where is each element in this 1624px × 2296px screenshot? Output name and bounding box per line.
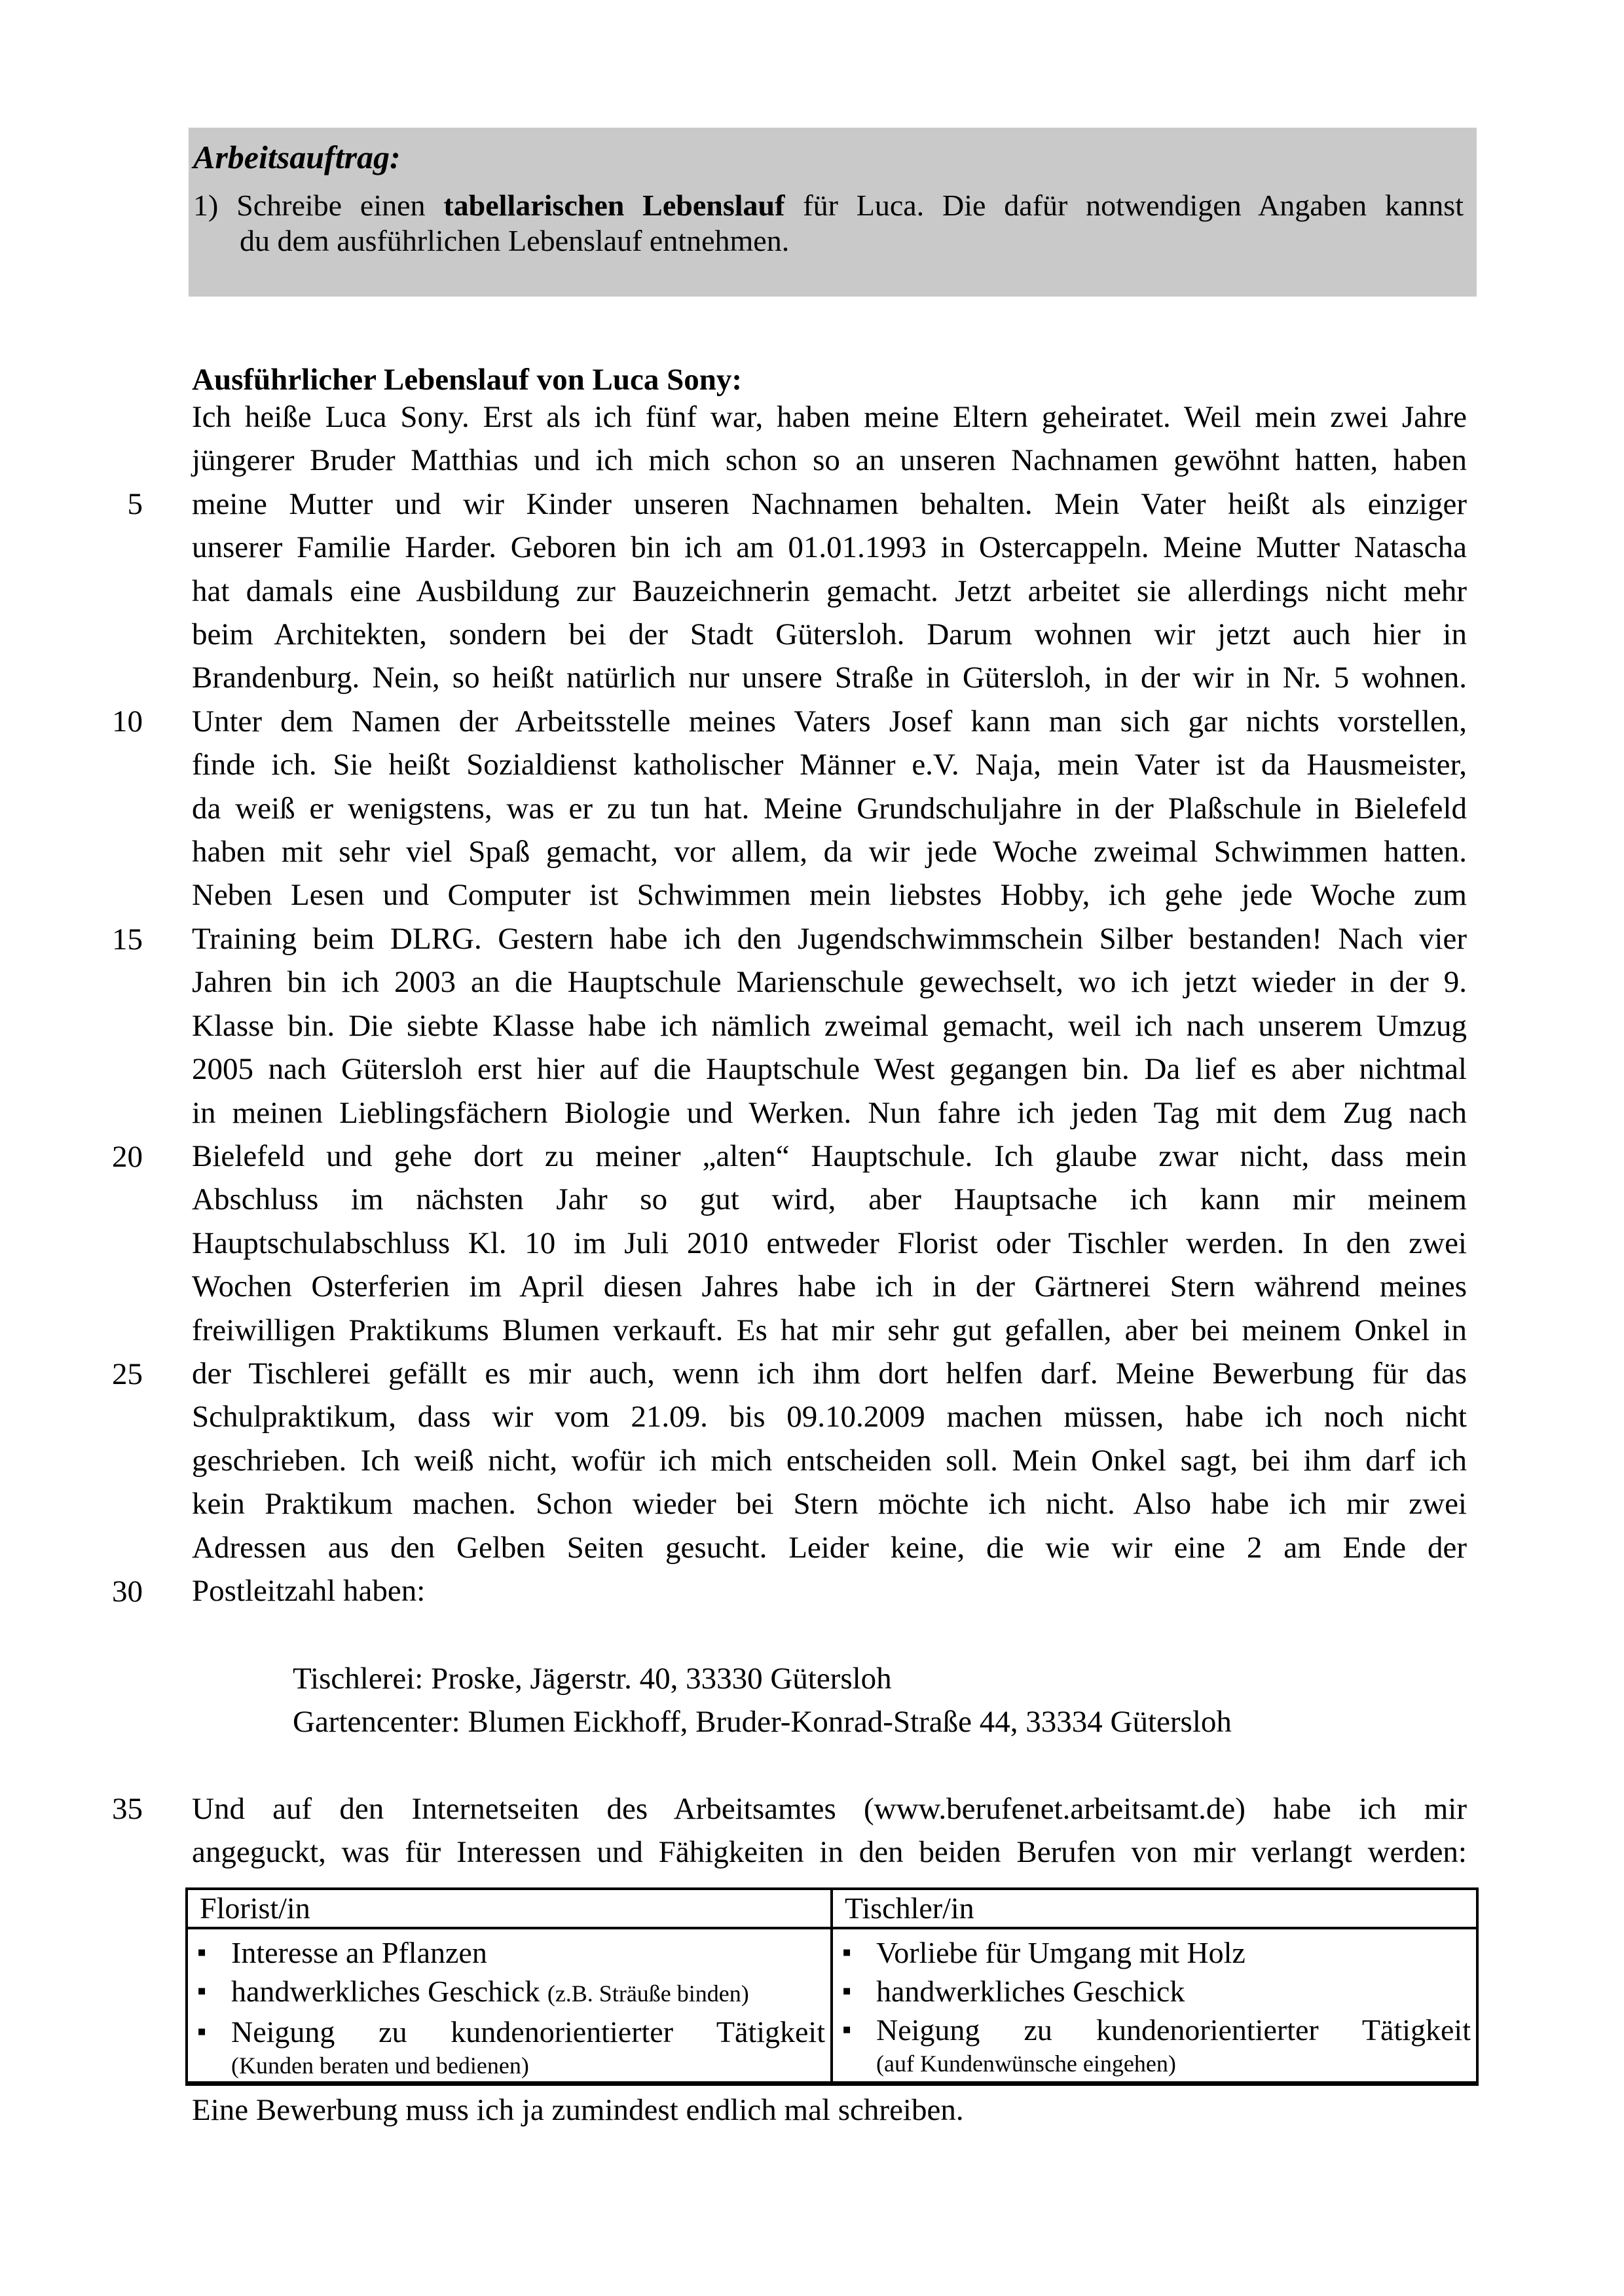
bullet-square-icon: ▪ bbox=[197, 1976, 207, 2005]
florist-item-3 bbox=[188, 2013, 825, 2051]
address-gartencenter: Gartencenter: Blumen Eickhoff, Bruder-Konrad-Straße 44, 33334 Gütersloh bbox=[293, 1705, 1232, 1740]
task-item-line-1 bbox=[193, 188, 1464, 223]
internet-paragraph bbox=[192, 1787, 1467, 1874]
internet-line-1: Und auf den Internetseiten des Arbeitsamtes (www.berufenet.arbeitsamt.de) habe ich mir bbox=[192, 1792, 1467, 1826]
table-header-tischler: Tischler/in bbox=[845, 1891, 974, 1925]
lebenslauf-paragraph bbox=[192, 395, 1467, 1613]
body-line: Klasse bin. Die siebte Klasse habe ich nämlich zweimal gemacht, weil ich nach unserem Umzug bbox=[192, 1008, 1467, 1043]
bullet-square-icon: ▪ bbox=[197, 2016, 207, 2046]
closing-sentence: Eine Bewerbung muss ich ja zumindest endlich mal schreiben. bbox=[192, 2093, 964, 2127]
line-number: 5 bbox=[127, 487, 143, 521]
florist-item-1-text: Interesse an Pflanzen bbox=[231, 1936, 487, 1969]
body-line: jüngerer Bruder Matthias und ich mich schon so an unseren Nachnamen gewöhnt hatten, haben bbox=[192, 443, 1467, 478]
florist-item-3-note: (Kunden beraten und bedienen) bbox=[231, 2052, 529, 2079]
body-line: 2005 nach Gütersloh erst hier auf die Hauptschule West gegangen bin. Da lief es aber nichtmal bbox=[192, 1052, 1467, 1087]
bullet-square-icon: ▪ bbox=[842, 2014, 852, 2044]
task-box-title: Arbeitsauftrag: bbox=[193, 139, 401, 175]
florist-item-2-note: (z.B. Sträuße binden) bbox=[547, 1980, 749, 2007]
body-line: Brandenburg. Nein, so heißt natürlich nur unsere Straße in Gütersloh, in der wir in Nr. 5 wohnen. bbox=[192, 661, 1467, 695]
florist-item-2 bbox=[188, 1972, 825, 2013]
body-line: finde ich. Sie heißt Sozialdienst katholischer Männer e.V. Naja, mein Vater ist da Hausmeister, bbox=[192, 748, 1467, 782]
bullet-square-icon: ▪ bbox=[197, 1937, 207, 1967]
body-line: geschrieben. Ich weiß nicht, wofür ich mich entscheiden soll. Mein Onkel sagt, bei ihm darf ich bbox=[192, 1443, 1467, 1478]
body-line: Unter dem Namen der Arbeitsstelle meines Vaters Josef kann man sich gar nichts vorstellen, bbox=[192, 704, 1467, 738]
body-line: Adressen aus den Gelben Seiten gesucht. Leider keine, die wie wir eine 2 am Ende der bbox=[192, 1530, 1467, 1565]
table-header-row bbox=[188, 1890, 1476, 1929]
tischler-item-2 bbox=[833, 1972, 1471, 2011]
body-line: beim Architekten, sondern bei der Stadt Gütersloh. Darum wohnen wir jetzt auch hier in bbox=[192, 617, 1467, 652]
florist-item-3-text: Neigung zu kundenorientierter Tätigkeit bbox=[231, 2015, 825, 2049]
line-number: 25 bbox=[112, 1357, 143, 1391]
body-line: da weiß er wenigstens, was er zu tun hat. Meine Grundschuljahre in der Plaßschule in Bielefeld bbox=[192, 791, 1467, 826]
body-line: unserer Familie Harder. Geboren bin ich am 01.01.1993 in Ostercappeln. Meine Mutter Natascha bbox=[192, 530, 1467, 565]
requirements-table bbox=[185, 1887, 1479, 2086]
body-line: hat damals eine Ausbildung zur Bauzeichnerin gemacht. Jetzt arbeitet sie allerdings nicht mehr bbox=[192, 574, 1467, 608]
body-line: Postleitzahl haben: bbox=[192, 1573, 426, 1608]
body-line: Schulpraktikum, dass wir vom 21.09. bis 09.10.2009 machen müssen, habe ich noch nicht bbox=[192, 1400, 1467, 1434]
body-line: Ich heiße Luca Sony. Erst als ich fünf war, haben meine Eltern geheiratet. Weil mein zwei Jahre bbox=[192, 400, 1467, 434]
body-line: Wochen Osterferien im April diesen Jahres habe ich in der Gärtnerei Stern während meines bbox=[192, 1269, 1467, 1304]
task-item-suffix: für Luca. Die dafür notwendigen Angaben kannst bbox=[784, 189, 1464, 222]
page-title: Ausführlicher Lebenslauf von Luca Sony: bbox=[192, 363, 743, 397]
body-line: Bielefeld und gehe dort zu meiner „alten“ Hauptschule. Ich glaube zwar nicht, dass mein bbox=[192, 1139, 1467, 1173]
body-line: Jahren bin ich 2003 an die Hauptschule Marienschule gewechselt, wo ich jetzt wieder in der 9. bbox=[192, 965, 1467, 1000]
tischler-item-1 bbox=[833, 1933, 1471, 1972]
tischler-cell bbox=[833, 1929, 1476, 2081]
tischler-item-3 bbox=[833, 2011, 1471, 2049]
line-number: 35 bbox=[112, 1792, 143, 1826]
task-item-bold-phrase: tabellarischen Lebenslauf bbox=[443, 189, 785, 222]
task-item-line-2: du dem ausführlichen Lebenslauf entnehmen. bbox=[240, 224, 790, 257]
body-line: der Tischlerei gefällt es mir auch, wenn ich ihm dort helfen darf. Meine Bewerbung für das bbox=[192, 1356, 1467, 1391]
table-header-florist: Florist/in bbox=[188, 1890, 833, 1927]
florist-item-1 bbox=[188, 1933, 825, 1972]
bullet-square-icon: ▪ bbox=[842, 1976, 852, 2005]
line-number: 15 bbox=[112, 922, 143, 957]
table-body-row bbox=[188, 1929, 1476, 2081]
line-number: 10 bbox=[112, 704, 143, 738]
tischler-item-1-text: Vorliebe für Umgang mit Holz bbox=[876, 1936, 1246, 1969]
address-tischlerei: Tischlerei: Proske, Jägerstr. 40, 33330 Gütersloh bbox=[293, 1662, 892, 1696]
bullet-square-icon: ▪ bbox=[842, 1937, 852, 1967]
body-line: Neben Lesen und Computer ist Schwimmen mein liebstes Hobby, ich gehe jede Woche zum bbox=[192, 878, 1467, 913]
tischler-item-3-note: (auf Kundenwünsche eingehen) bbox=[876, 2050, 1176, 2077]
line-number: 30 bbox=[112, 1575, 143, 1609]
body-line: Hauptschulabschluss Kl. 10 im Juli 2010 entweder Florist oder Tischler werden. In den zwei bbox=[192, 1226, 1467, 1260]
body-line: freiwilligen Praktikums Blumen verkauft. Es hat mir sehr gut gefallen, aber bei meinem Onkel in bbox=[192, 1313, 1467, 1347]
tischler-item-3-text: Neigung zu kundenorientierter Tätigkeit bbox=[876, 2013, 1471, 2047]
tischler-item-2-text: handwerkliches Geschick bbox=[876, 1975, 1185, 2008]
body-line: haben mit sehr viel Spaß gemacht, vor allem, da wir jede Woche zweimal Schwimmen hatten. bbox=[192, 835, 1467, 869]
line-number: 20 bbox=[112, 1140, 143, 1174]
address-block bbox=[293, 1657, 1232, 1744]
task-box bbox=[189, 128, 1477, 297]
body-line: meine Mutter und wir Kinder unseren Nachnamen behalten. Mein Vater heißt als einziger bbox=[192, 486, 1467, 521]
body-line: in meinen Lieblingsfächern Biologie und Werken. Nun fahre ich jeden Tag mit dem Zug nach bbox=[192, 1095, 1467, 1130]
internet-line-2: angeguckt, was für Interessen und Fähigkeiten in den beiden Berufen von mir verlangt werden: bbox=[192, 1835, 1467, 1870]
body-line: Training beim DLRG. Gestern habe ich den Jugendschwimmschein Silber bestanden! Nach vier bbox=[192, 921, 1467, 956]
body-line: kein Praktikum machen. Schon wieder bei Stern möchte ich nicht. Also habe ich mir zwei bbox=[192, 1487, 1467, 1522]
florist-item-2-text: handwerkliches Geschick bbox=[231, 1975, 547, 2008]
body-line: Abschluss im nächsten Jahr so gut wird, aber Hauptsache ich kann mir meinem bbox=[192, 1182, 1467, 1217]
task-item-prefix: 1) Schreibe einen bbox=[193, 189, 444, 222]
florist-cell bbox=[188, 1929, 833, 2081]
